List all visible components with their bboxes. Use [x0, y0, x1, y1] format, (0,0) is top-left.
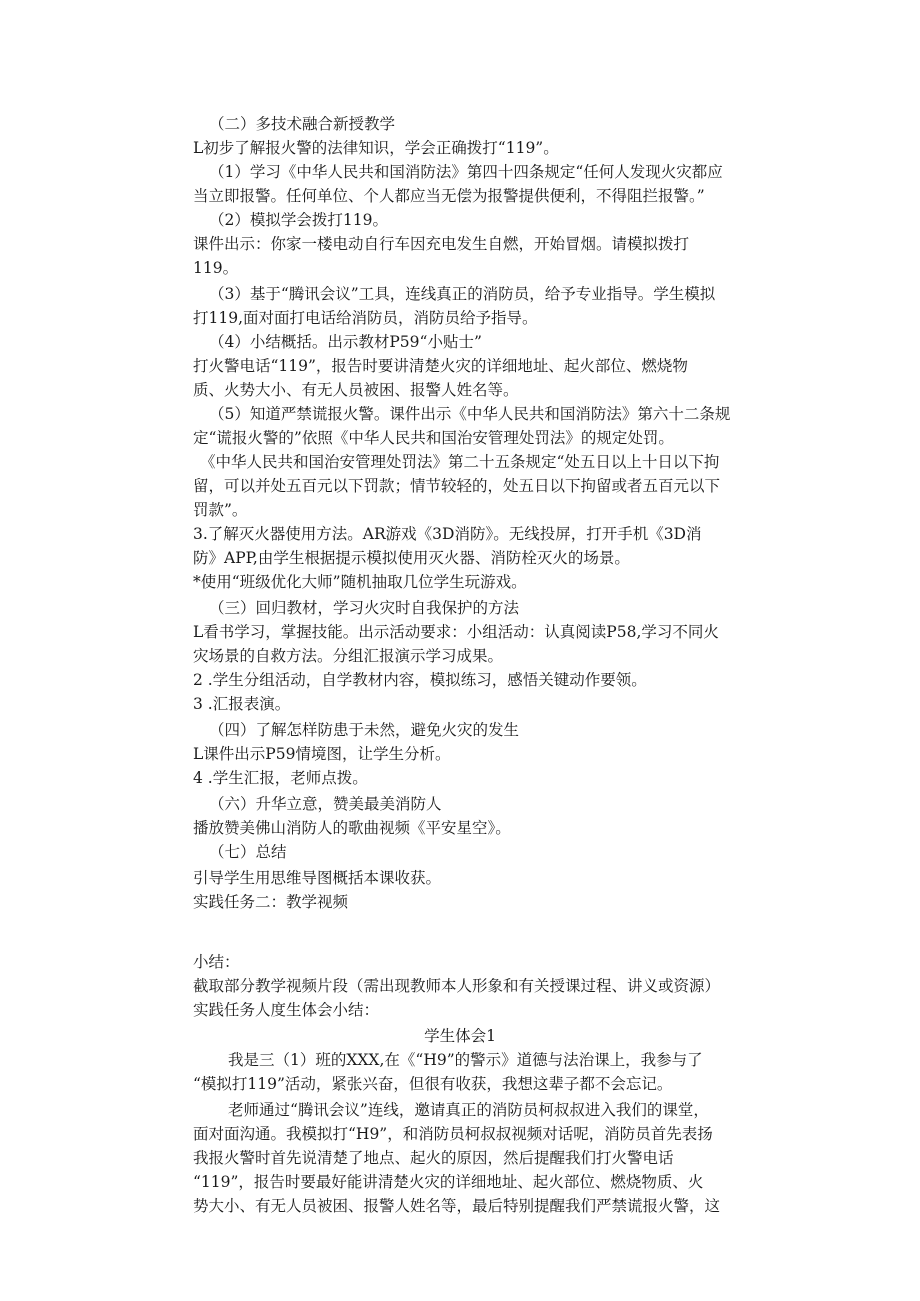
text-line: 实践任务二：教学视频: [193, 893, 349, 911]
section-heading-2: （二）多技术融合新授教学: [209, 115, 396, 133]
text-line: 播放赞美佛山消防人的歌曲视频《平安星空》。: [193, 819, 511, 837]
text-line: 我是三（1）班的XXX,在《“H9”的警示》道德与法治课上，我参与了: [228, 1051, 703, 1069]
section-heading-3: （三）回归教材，学习火灾时自我保护的方法: [209, 599, 520, 617]
text-line: “模拟打119”活动，紧张兴奋，但很有收获，我想这辈子都不会忘记。: [193, 1075, 673, 1093]
text-line: 实践任务人度生体会小结：: [193, 1001, 380, 1019]
text-line: 罚款”。: [193, 501, 248, 519]
text-line: 留，可以并处五百元以下罚款；情节较轻的，处五日以下拘留或者五百元以下: [193, 477, 721, 495]
text-line: “119”，报告时要最好能讲清楚火灾的详细地址、起火部位、燃烧物质、火: [193, 1173, 704, 1191]
text-line: 防》APP,由学生根据提示模拟使用灭火器、消防栓灭火的场景。: [193, 549, 630, 567]
text-line: L初步了解报火警的法律知识，学会正确拨打“119”。: [193, 139, 559, 157]
text-line: 课件出示：你家一楼电动自行车因充电发生自燃，开始冒烟。请模拟拨打: [193, 235, 690, 253]
text-line: 4 .学生汇报，老师点拨。: [193, 769, 368, 787]
reflection-title: 学生体会1: [424, 1027, 496, 1045]
text-line: （1）学习《中华人民共和国消防法》第四十四条规定“任何人发现火灾都应: [209, 163, 723, 181]
text-line: 面对面沟通。我模拟打“H9”，和消防员柯叔叔视频对话呢，消防员首先表扬: [193, 1125, 713, 1143]
text-line: （3）基于“腾讯会议”工具，连线真正的消防员，给予专业指导。学生模拟: [209, 285, 716, 303]
text-line: 定“谎报火警的”依照《中华人民共和国治安管理处罚法》的规定处罚。: [193, 429, 674, 447]
text-line: 势大小、有无人员被困、报警人姓名等，最后特别提醒我们严禁谎报火警，这: [193, 1197, 721, 1215]
text-line: 3 .汇报表演。: [193, 695, 291, 713]
text-line: 《中华人民共和国治安管理处罚法》第二十五条规定“处五日以上十日以下拘: [200, 453, 720, 471]
text-line: 引导学生用思维导图概括本课收获。: [193, 869, 442, 887]
text-line: 打火警电话“119”，报告时要讲清楚火灾的详细地址、起火部位、燃烧物: [193, 357, 688, 375]
section-heading-7: （七）总结: [209, 843, 287, 861]
text-line: 打119,面对面打电话给消防员，消防员给予指导。: [193, 309, 538, 327]
text-line: 我报火警时首先说清楚了地点、起火的原因，然后提醒我们打火警电话: [193, 1149, 674, 1167]
section-heading-6: （六）升华立意，赞美最美消防人: [209, 795, 442, 813]
text-line: （4）小结概括。出示教材P59“小贴士”: [209, 333, 482, 351]
text-line: L课件出示P59情境图，让学生分析。: [193, 745, 451, 763]
text-line: （5）知道严禁谎报火警。课件出示《中华人民共和国消防法》第六十二条规: [209, 405, 731, 423]
text-line: 质、火势大小、有无人员被困、报警人姓名等。: [193, 381, 519, 399]
text-line: 截取部分教学视频片段（需出现教师本人形象和有关授课过程、讲义或资源）: [193, 977, 721, 995]
text-line: 灾场景的自救方法。分组汇报演示学习成果。: [193, 647, 504, 665]
text-line: 当立即报警。任何单位、个人都应当无偿为报警提供便利，不得阻拦报警。”: [193, 187, 705, 205]
text-line: *使用“班级优化大师”随机抽取几位学生玩游戏。: [193, 573, 527, 591]
summary-heading: 小结：: [193, 953, 240, 971]
text-line: L看书学习，掌握技能。出示活动要求：小组活动：认真阅读P58,学习不同火: [193, 623, 719, 641]
text-line: 2 .学生分组活动，自学教材内容，模拟练习，感悟关键动作要领。: [193, 671, 647, 689]
text-line: 老师通过“腾讯会议”连线，邀请真正的消防员柯叔叔进入我们的课堂，: [228, 1101, 709, 1119]
text-line: （2）模拟学会拨打119。: [209, 211, 388, 229]
section-heading-4: （四）了解怎样防患于未然，避免火灾的发生: [209, 721, 520, 739]
text-line: 119。: [193, 259, 239, 277]
text-line: 3.了解灭火器使用方法。AR游戏《3D消防》。无线投屏，打开手机《3D消: [193, 525, 702, 543]
